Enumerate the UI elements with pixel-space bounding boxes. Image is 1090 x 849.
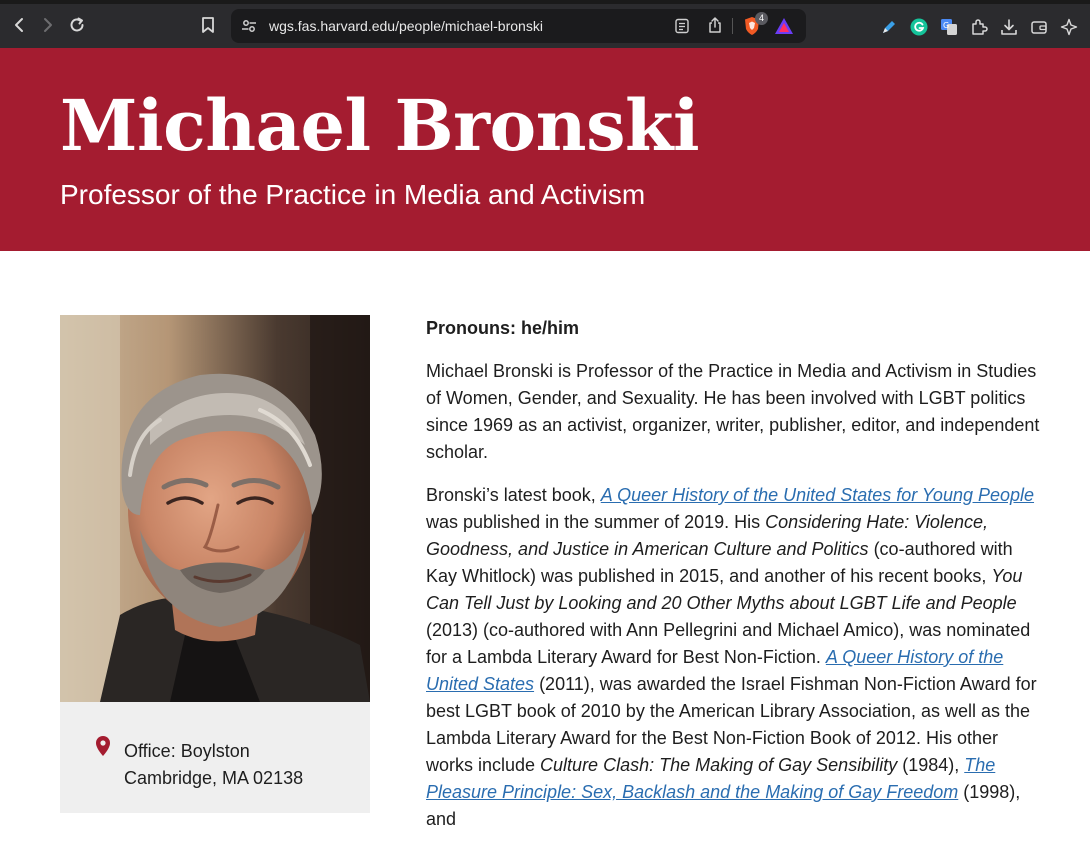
extensions-icon[interactable] [969, 17, 989, 37]
bookmark-button[interactable] [195, 12, 221, 38]
download-icon[interactable] [999, 17, 1019, 37]
share-icon[interactable] [707, 16, 723, 34]
url-divider [732, 18, 733, 34]
wallet-icon[interactable] [1029, 17, 1049, 37]
translate-icon[interactable] [939, 17, 959, 37]
bookmark-icon [201, 16, 215, 34]
office-line-1: Office: Boylston [124, 741, 250, 761]
url-text[interactable]: wgs.fas.harvard.edu/people/michael-bronski [269, 18, 543, 34]
office-line-2: Cambridge, MA 02138 [124, 768, 304, 788]
bio-text: (1998), and [426, 782, 1021, 829]
profile-subtitle: Professor of the Practice in Media and Activism [60, 179, 646, 210]
page-title: Michael Bronski [60, 84, 700, 167]
leo-ai-icon[interactable] [1059, 17, 1079, 37]
profile-photo [60, 315, 370, 702]
link-queer-history-young-people[interactable]: A Queer History of the United States for Young People [600, 485, 1035, 505]
book-title-you-can-tell: You Can Tell Just by Looking and 20 Other Myths about LGBT Life and People [426, 566, 1023, 613]
shields-count-badge: 4 [755, 12, 768, 25]
grammarly-icon[interactable] [909, 17, 929, 37]
reload-icon [68, 16, 86, 34]
forward-button[interactable] [35, 12, 61, 38]
link-pleasure-principle[interactable]: The Pleasure Principle: Sex, Backlash and the Making of Gay Freedom [426, 755, 996, 802]
bio-text: (co-authored with Kay Whitlock) was published in 2015, and another of his recent books, [426, 539, 1013, 586]
address-bar[interactable] [231, 9, 806, 43]
back-button[interactable] [6, 12, 32, 38]
bio-text: (2013) (co-authored with Ann Pellegrini and Michael Amico), was nominated for a Lambda Literary Award for Best Non-Fiction. [426, 620, 1031, 667]
reload-button[interactable] [64, 12, 90, 38]
bio-text: was published in the summer of 2019. His [426, 512, 766, 532]
profile-banner [0, 48, 1090, 251]
book-title-considering-hate: Considering Hate: Violence, Goodness, and Justice in American Culture and Politics [426, 512, 988, 559]
bio-paragraph-2 [426, 482, 1046, 833]
office-card [60, 702, 370, 813]
reader-mode-icon[interactable] [674, 18, 690, 34]
chevron-left-icon [14, 17, 24, 33]
pronouns: Pronouns: he/him [426, 318, 579, 338]
brave-rewards-icon[interactable] [774, 17, 794, 35]
location-pin-icon [94, 735, 112, 757]
pen-extension-icon[interactable] [879, 17, 899, 37]
svg-text:G: G [943, 21, 950, 30]
bio-text: (1984), [897, 755, 965, 775]
site-settings-icon[interactable] [241, 18, 257, 34]
chevron-right-icon [43, 17, 53, 33]
office-address [124, 738, 303, 792]
book-title-culture-clash: Culture Clash: The Making of Gay Sensibility [540, 755, 898, 775]
bio-text: Bronski’s latest book, [426, 485, 601, 505]
bio-content [426, 315, 1046, 849]
link-queer-history-us[interactable]: A Queer History of the United States [426, 647, 1004, 694]
browser-toolbar [0, 0, 1090, 48]
bio-paragraph-1: Michael Bronski is Professor of the Practice in Media and Activism in Studies of Women, Gender, and Sexuality. He has been involved with LGBT politics since 1969 as an activist, organizer, writer, publisher, editor, and independent scholar. [426, 361, 1040, 462]
bio-text: (2011), was awarded the Israel Fishman Non-Fiction Award for best LGBT book of 2010 by the American Library Association, as well as the Lambda Literary Award for the Best Non-Fiction Book of 2012. His other works include [426, 674, 1037, 775]
